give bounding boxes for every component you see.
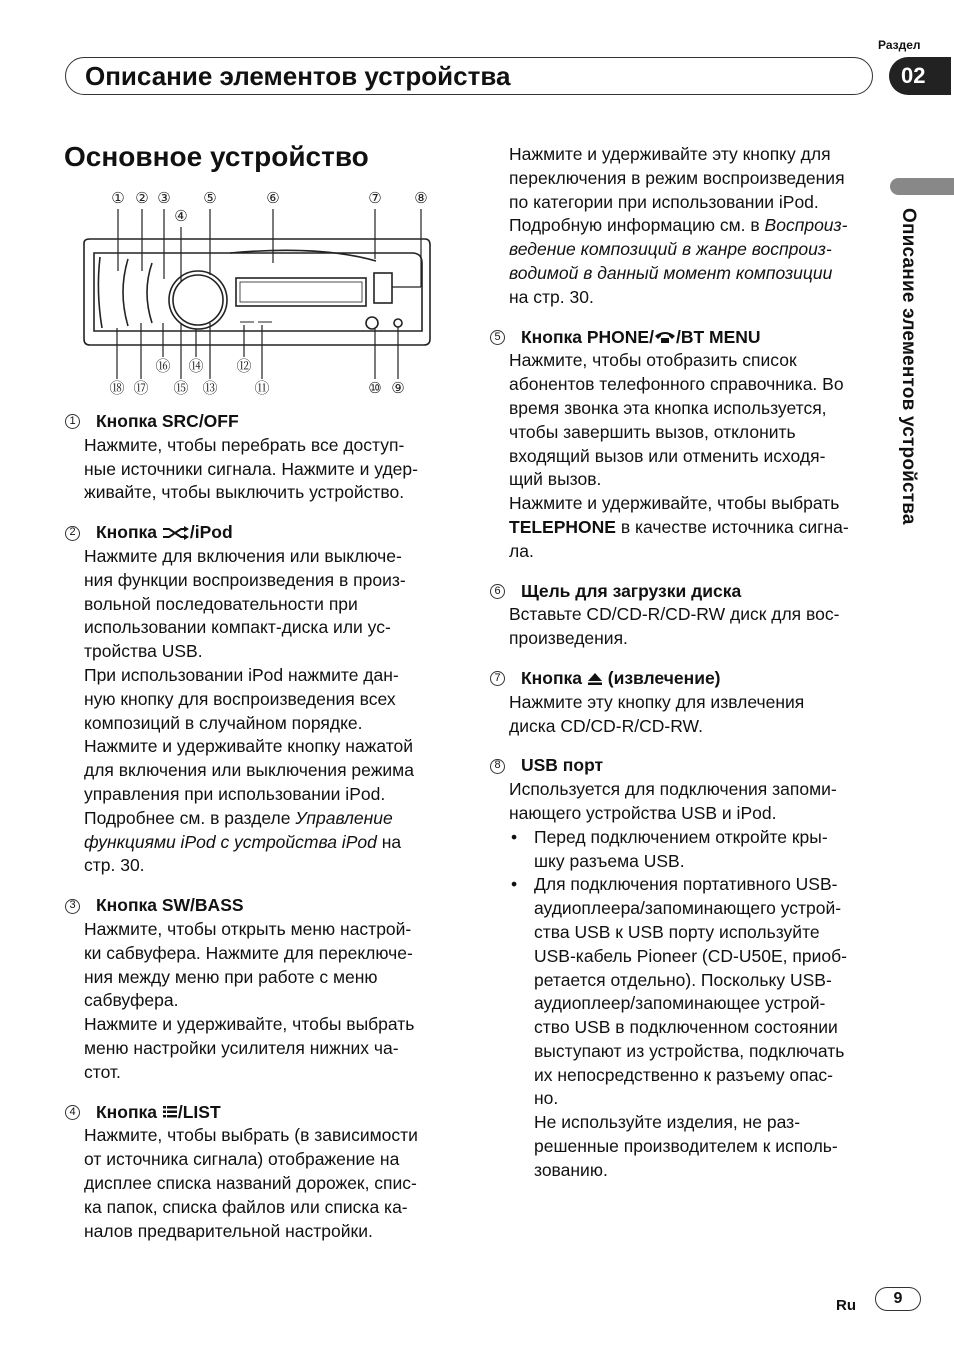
text-line: Нажмите и удерживайте, чтобы выбрать (509, 493, 840, 514)
callout-15: ⑮ (173, 379, 189, 397)
text-line: щий вызов. (509, 469, 602, 490)
text-line: Вставьте CD/CD-R/CD-RW диск для вос- (509, 604, 840, 625)
item-title: USB порт (521, 755, 604, 776)
page-number (875, 1287, 921, 1311)
callout-10: ⑩ (368, 379, 382, 397)
text-line (509, 214, 880, 238)
source-name: TELEPHONE (509, 516, 616, 537)
item-src-off (65, 410, 450, 505)
text-line: переключения в режим воспроизведения (509, 167, 845, 188)
text-line: ретается отдельно). Поскольку USB- (534, 969, 832, 990)
text-line: диска CD/CD-R/CD-RW. (509, 715, 703, 736)
item-number: 7 (490, 671, 505, 686)
list-icon (162, 1105, 178, 1119)
item-title-suffix: /LIST (177, 1101, 221, 1122)
item-list (65, 1101, 450, 1244)
callout-14: ⑭ (188, 357, 204, 375)
text-line: налов предварительной настройки. (84, 1220, 373, 1241)
text-line: шку разъема USB. (534, 850, 685, 871)
text-line: ла. (509, 540, 534, 561)
item-title-prefix: Кнопка (96, 522, 162, 543)
text-line: ка папок, списка файлов или списка ка- (84, 1196, 408, 1217)
cross-reference: функциями iPod с устройства iPod (84, 831, 377, 852)
item-disc-slot (490, 580, 880, 651)
right-column (490, 143, 880, 1199)
text-line (84, 831, 450, 855)
text-line: ство USB в подключенном состоянии (534, 1017, 838, 1038)
text-line: ния между меню при работе с меню (84, 966, 378, 987)
text-line: время звонка эта кнопка используется, (509, 397, 827, 418)
callout-7: ⑦ (368, 189, 382, 207)
cross-reference: Управление (295, 807, 393, 828)
text-line: • Для подключения портативного USB- (534, 874, 838, 895)
text-line: живайте, чтобы выключить устройство. (84, 482, 405, 503)
text-line: использовании компакт-диска или ус- (84, 617, 391, 638)
text-line: чтобы завершить вызов, отклонить (509, 421, 796, 442)
text-line: вольной последовательности при (84, 593, 358, 614)
text-line: от источника сигнала) отображение на (84, 1149, 400, 1170)
head-unit-diagram (80, 183, 440, 398)
text-line: • Перед подключением откройте кры- (534, 826, 828, 847)
text-line: Нажмите и удерживайте эту кнопку для (509, 144, 831, 164)
list-item (509, 826, 880, 874)
text-line: стот. (84, 1061, 121, 1082)
text-line: Используется для подключения запоми- (509, 779, 837, 800)
cross-reference: ведение композиций в жанре воспроиз- (509, 239, 832, 260)
text-line: ные источники сигнала. Нажмите и удер- (84, 458, 418, 479)
text-line: сабвуфера. (84, 990, 179, 1011)
side-chapter-title: Описание элементов устройства (898, 208, 919, 525)
item-shuffle-ipod (65, 521, 450, 878)
item-number: 6 (490, 584, 505, 599)
text-line: выступают из устройства, подключать (534, 1040, 845, 1061)
text-line (509, 516, 880, 540)
text-line: меню настройки усилителя нижних ча- (84, 1037, 399, 1058)
item-sw-bass (65, 894, 450, 1084)
text-line: ки сабвуфера. Нажмите для переключе- (84, 942, 413, 963)
phone-icon (654, 330, 676, 344)
text-fragment: Подробную информацию см. в (509, 215, 765, 236)
text-line: Нажмите, чтобы открыть меню настрой- (84, 918, 412, 939)
callout-12: ⑫ (236, 357, 252, 375)
callout-13: ⑬ (202, 379, 218, 397)
text-line: стр. 30. (84, 855, 145, 876)
text-fragment: в качестве источника сигна- (615, 516, 849, 537)
item-number: 3 (65, 899, 80, 914)
text-line: входящий вызов или отменить исходя- (509, 445, 826, 466)
item-title-prefix: Кнопка (96, 1101, 162, 1122)
text-line: их непосредственно к разъему опас- (534, 1064, 834, 1085)
list-item (509, 873, 880, 1182)
text-line: При использовании iPod нажмите дан- (84, 664, 399, 685)
text-line: зованию. (534, 1159, 608, 1180)
callout-16: ⑯ (155, 357, 171, 375)
item-title-prefix: Кнопка PHONE/ (521, 326, 654, 347)
text-line: Нажмите, чтобы отобразить список (509, 350, 797, 371)
callout-1: ① (111, 189, 125, 207)
item-eject (490, 667, 880, 738)
section-label: Раздел (878, 38, 921, 52)
text-line: аудиоплеера/запоминающего устрой- (534, 898, 842, 919)
item-number: 5 (490, 330, 505, 345)
item-number: 4 (65, 1105, 80, 1120)
chapter-title: Описание элементов устройства (85, 61, 511, 91)
text-line: Нажмите, чтобы перебрать все доступ- (84, 434, 405, 455)
item-title: Кнопка SW/BASS (96, 895, 244, 916)
item-title-suffix: /BT MENU (675, 326, 761, 347)
shuffle-icon (162, 526, 190, 540)
callout-5: ⑤ (203, 189, 217, 207)
item-phone-bt-menu (490, 326, 880, 564)
callout-9: ⑨ (391, 379, 405, 397)
text-line: Не используйте изделия, не раз- (534, 1112, 801, 1133)
language-label: Ru (836, 1297, 856, 1314)
text-line: решенные производителем к исполь- (534, 1136, 838, 1157)
item-title-suffix: (извлечение) (602, 667, 721, 688)
eject-icon (587, 672, 603, 686)
text-line: Нажмите, чтобы выбрать (в зависимости (84, 1125, 418, 1146)
cross-reference: водимой в данный момент композиции (509, 262, 833, 283)
text-line (84, 807, 450, 831)
callout-3: ③ (157, 189, 171, 207)
cross-reference: Воспроиз- (764, 215, 848, 236)
text-line: ства USB к USB порту используйте (534, 921, 820, 942)
bullet-list (509, 826, 880, 1183)
page-number-text: 9 (893, 1290, 903, 1307)
text-fragment: Подробнее см. в разделе (84, 807, 296, 828)
text-line: нающего устройства USB и iPod. (509, 802, 777, 823)
text-line: ную кнопку для воспроизведения всех (84, 688, 396, 709)
side-tab-marker (890, 178, 954, 195)
text-line: управления при использовании iPod. (84, 783, 386, 804)
text-line: тройства USB. (84, 641, 203, 662)
text-line: но. (534, 1088, 559, 1109)
text-line: произведения. (509, 628, 628, 649)
text-line: для включения или выключения режима (84, 760, 414, 781)
text-line: абонентов телефонного справочника. Во (509, 374, 844, 395)
page-title: Основное устройство (64, 141, 369, 172)
text-line: по категории при использовании iPod. (509, 191, 819, 212)
text-line: на стр. 30. (509, 286, 594, 307)
item-title-suffix: /iPod (189, 522, 233, 543)
item-list-continued (490, 143, 880, 310)
item-usb-port (490, 754, 880, 1182)
callout-2: ② (135, 189, 149, 207)
section-number-badge (889, 57, 951, 95)
section-number: 02 (901, 63, 926, 88)
item-title: Щель для загрузки диска (521, 580, 742, 601)
text-line: ния функции воспроизведения в произ- (84, 569, 406, 590)
callout-11: ⑪ (254, 379, 270, 397)
callout-17: ⑰ (133, 379, 149, 397)
item-number: 1 (65, 414, 80, 429)
item-number: 2 (65, 526, 80, 541)
item-number: 8 (490, 759, 505, 774)
left-column (65, 410, 450, 1259)
text-line: аудиоплеер/запоминающее устрой- (534, 993, 826, 1014)
callout-18: ⑱ (109, 379, 125, 397)
text-fragment: на (376, 831, 402, 852)
text-line: USB-кабель Pioneer (CD-U50E, приоб- (534, 945, 847, 966)
text-line: дисплее списка названий дорожек, спис- (84, 1172, 417, 1193)
text-line: Нажмите и удерживайте кнопку нажатой (84, 736, 414, 757)
text-line: композиций в случайном порядке. (84, 712, 363, 733)
text-line: Нажмите эту кнопку для извлечения (509, 691, 805, 712)
callout-8: ⑧ (414, 189, 428, 207)
text-line: Нажмите и удерживайте, чтобы выбрать (84, 1014, 415, 1035)
callout-4: ④ (174, 207, 188, 225)
item-title-prefix: Кнопка (521, 667, 587, 688)
callout-6: ⑥ (266, 189, 280, 207)
text-line: Нажмите для включения или выключе- (84, 545, 402, 566)
item-title: Кнопка SRC/OFF (96, 411, 239, 431)
